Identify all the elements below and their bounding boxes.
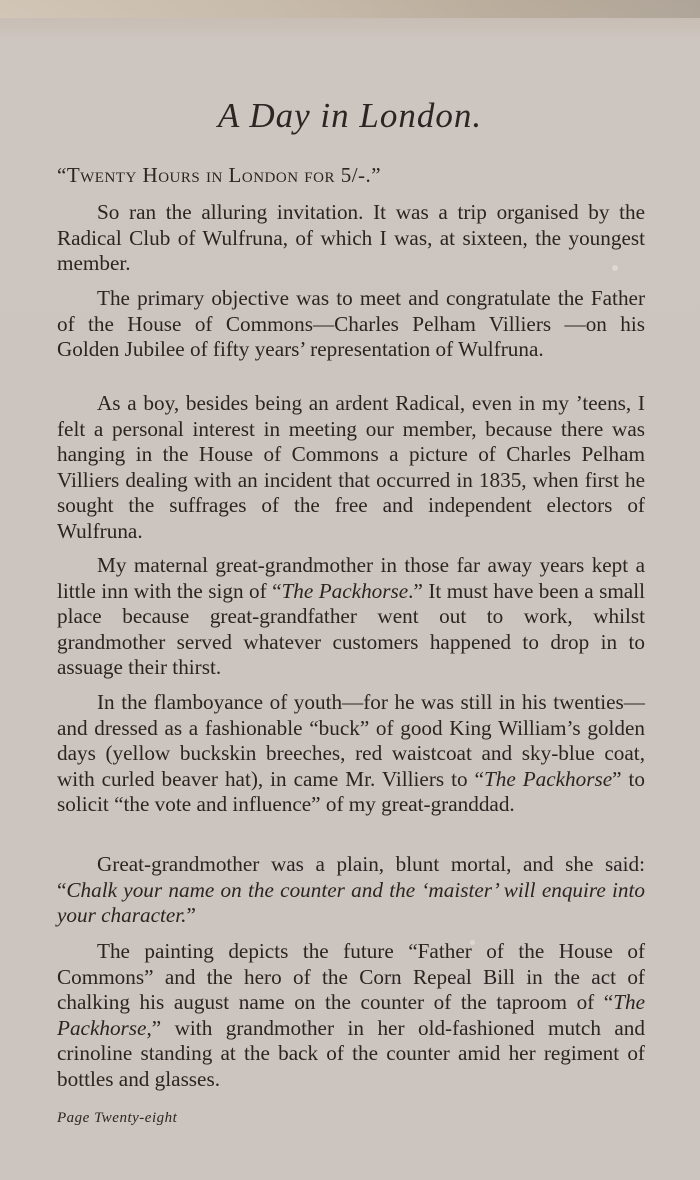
quoted-speech: Chalk your name on the counter and the ‘maister’ will enquire into your character. bbox=[57, 877, 645, 928]
inn-name: The Packhorse bbox=[281, 578, 409, 603]
paragraph-1: So ran the alluring invitation. It was a trip organised by the Radical Club of Wulfruna, of which I was, at sixteen, the youngest member. bbox=[57, 200, 645, 276]
paragraph-6-text-a: Great-grandmother was a plain, blunt mortal, and she said: “ bbox=[57, 852, 645, 902]
paragraph-5-text-a: In the flamboyance of youth—for he was still in his twenties—and dressed as a fashionable “buck” of good King William’s golden days (yellow buckskin breeches, red waistcoat and sky-blue coat, with curled beaver hat), in came Mr. Villiers to “ bbox=[57, 690, 645, 791]
paragraph-5-text-c: ” to solicit “the vote and influence” of my great-granddad. bbox=[57, 766, 645, 817]
inn-name: The Packhorse bbox=[483, 766, 613, 791]
paragraph-5 bbox=[57, 690, 645, 818]
paragraph-4-text-a: My maternal great-grandmother in those far away years kept a little inn with the sign of “ bbox=[57, 553, 645, 603]
inn-name: The Packhorse bbox=[57, 990, 645, 1040]
paragraph-7-text-a: The painting depicts the future “Father of the House of Commons” and the hero of the Corn Repeal Bill in the act of chalking his august name on the counter of the taproom of “ bbox=[57, 939, 645, 1015]
page-top-edge bbox=[0, 0, 700, 18]
paragraph-3: As a boy, besides being an ardent Radical, even in my ’teens, I felt a personal interest in meeting our member, because there was hanging in the House of Commons a picture of Charles Pelham Villiers dealing with an incident that occurred in 1835, when first he sought the suffrages of the free and independent electors of Wulfruna. bbox=[57, 391, 645, 543]
page-number-footer: Page Twenty-eight bbox=[57, 1110, 178, 1126]
paragraph-4 bbox=[57, 553, 645, 681]
paragraph-7-text-c: ,” with grandmother in her old-fashioned mutch and crinoline standing at the back of the counter amid her regiment of bottles and glasses. bbox=[57, 1015, 645, 1091]
chapter-title: A Day in London. bbox=[217, 96, 483, 135]
section-heading: “Twenty Hours in London for 5/-.” bbox=[57, 163, 382, 187]
paragraph-4-text-c: .” It must have been a small place because great-grandfather went out to work, whilst grandmother served whatever customers happened to drop in to assuage their thirst. bbox=[57, 578, 645, 680]
paragraph-2: The primary objective was to meet and congratulate the Father of the House of Commons—Charles Pelham Villiers —on his Golden Jubilee of fifty years’ representation of Wulfruna. bbox=[57, 286, 645, 362]
paragraph-6-text-c: ” bbox=[186, 903, 196, 928]
paragraph-7 bbox=[57, 939, 645, 1093]
paragraph-6 bbox=[57, 852, 645, 929]
